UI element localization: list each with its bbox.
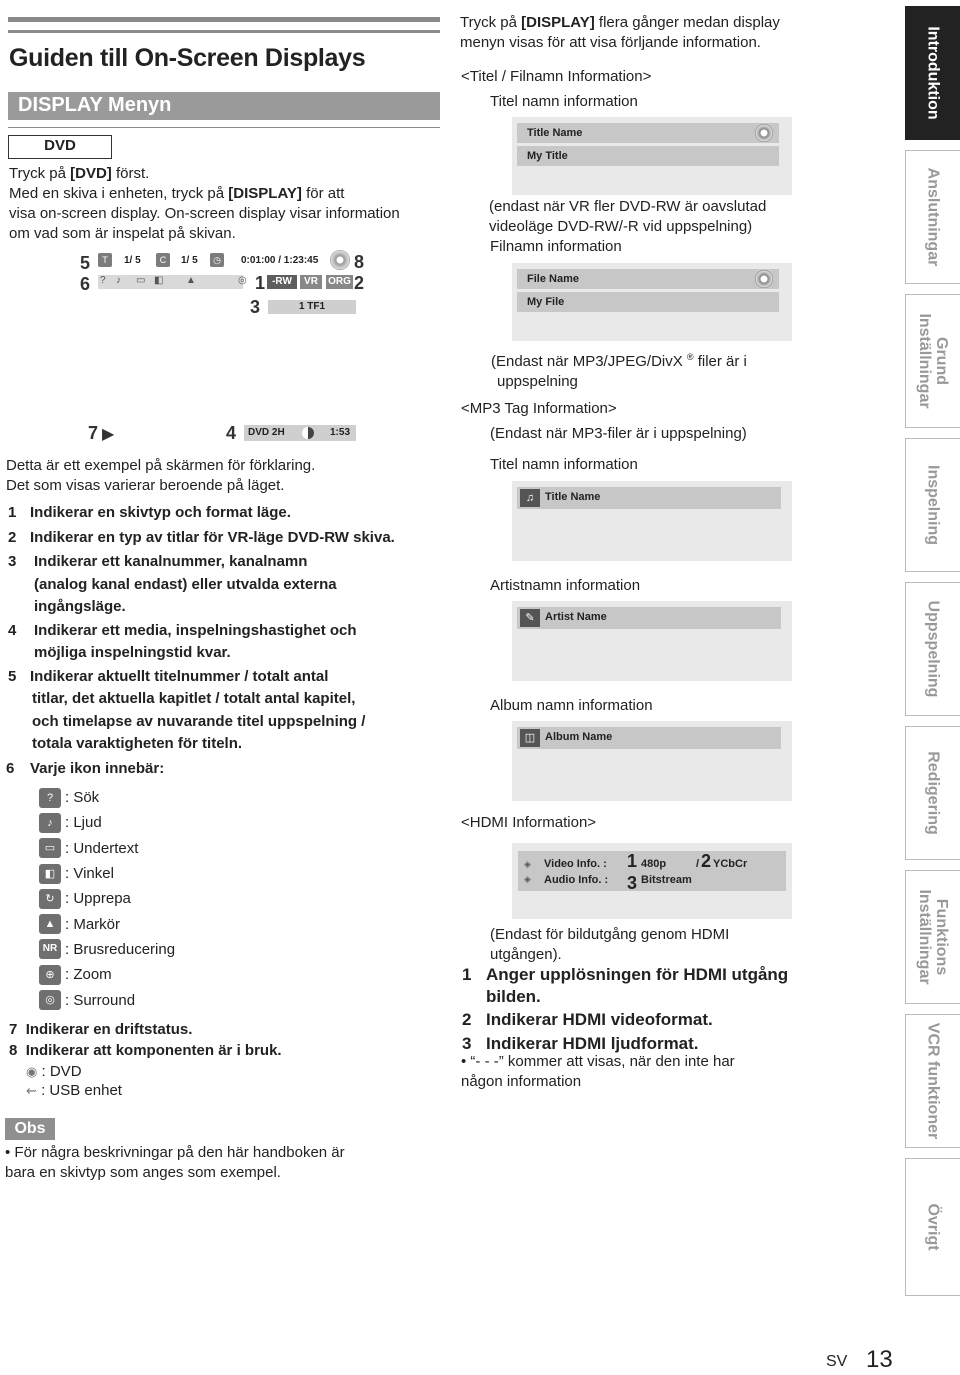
example-note-line-0: Detta är ett exempel på skärmen för förklaring. <box>6 457 316 474</box>
osd-media-bar <box>244 425 356 441</box>
osd-surround-icon: ◎ <box>238 275 247 286</box>
album-row: Album Name <box>517 727 781 749</box>
hdmi-note <box>490 925 870 965</box>
dash-note <box>461 1052 861 1092</box>
list-item-1: 1 Indikerar en skivtyp och format läge. <box>8 504 291 521</box>
my-title-row: My Title <box>517 146 779 166</box>
legend-zoom: ⊕ : Zoom <box>39 962 339 987</box>
tab-inspelning-label: Inspelning <box>924 465 942 545</box>
legend-subtitle: ▭ : Undertext <box>39 836 339 861</box>
numbered-list <box>6 502 436 780</box>
osd-label-2: 2 <box>354 273 365 293</box>
display-intro-line-1: menyn visas för att visa förljande information. <box>460 34 761 51</box>
play-icon: ▶ <box>102 426 115 443</box>
osd-label-1: 1 <box>255 273 266 293</box>
album-info-label: Album namn information <box>490 697 653 714</box>
obs-label: Obs <box>5 1118 55 1140</box>
osd-subtitle-icon: ▭ <box>136 275 146 286</box>
page-number: 13 <box>866 1346 893 1373</box>
tag-title-row: Title Name <box>517 487 781 509</box>
hdmi-panel <box>512 843 792 919</box>
my-file-row: My File <box>517 292 779 312</box>
tab-redigering[interactable] <box>905 726 960 860</box>
artist-info-label: Artistnamn information <box>490 577 641 594</box>
tab-introduktion[interactable] <box>905 6 960 140</box>
osd-remaining: 1:53 <box>329 427 350 438</box>
tag-title-panel <box>512 481 792 561</box>
obs-note <box>5 1143 435 1183</box>
tab-vcr-funktioner-label: VCR funktioner <box>924 1022 942 1140</box>
hdmi-heading: <HDMI Information> <box>461 814 597 831</box>
file-name-info-label: Filnamn information <box>490 238 622 255</box>
osd-label-5: 5 <box>80 253 91 273</box>
disc-icon <box>755 124 773 142</box>
vr-note <box>489 197 889 237</box>
example-note <box>6 456 436 496</box>
top-rule-thin <box>8 30 440 33</box>
album-icon: ◫ <box>520 729 540 747</box>
video-format: YCbCr <box>713 858 748 870</box>
osd-title-count: 1/ 5 <box>124 255 141 266</box>
legend-usb: ⇜ : USB enhet <box>26 1082 122 1099</box>
example-note-line-1: Det som visas varierar beroende på läget. <box>6 477 285 494</box>
osd-illustration <box>78 247 373 452</box>
legend-angle: ◧ : Vinkel <box>39 861 339 886</box>
legend-search: ? : Sök <box>39 785 339 810</box>
video-info-label: Video Info. : <box>544 858 607 870</box>
intro-line-2: visa on-screen display. On-screen display visar information <box>9 205 400 222</box>
noise-reduction-icon: NR <box>39 939 61 959</box>
tab-uppspelning[interactable] <box>905 582 960 716</box>
osd-angle-icon: ◧ <box>154 275 164 286</box>
title-name-panel <box>512 117 792 195</box>
audio-icon: ♪ <box>39 813 61 833</box>
hdmi-bullet-icons: ◈ ◈ <box>524 859 531 884</box>
component-legend <box>26 1062 122 1100</box>
hdmi-item-2: 2 Indikerar HDMI videoformat. <box>462 1010 713 1029</box>
tag-title-info-label: Titel namn information <box>490 456 638 473</box>
tab-uppspelning-label: Uppspelning <box>924 600 942 698</box>
osd-channel: 1 TF1 <box>268 300 356 314</box>
tab-redigering-label: Redigering <box>924 751 942 835</box>
tab-grund-installningar-label: Grund Inställningar <box>916 313 950 409</box>
hdmi-note-line-1: utgången). <box>490 946 562 963</box>
list-item-7: 7 Indikerar en driftstatus. <box>9 1021 193 1038</box>
tab-vcr-funktioner[interactable] <box>905 1014 960 1148</box>
legend-marker: ▲ : Markör <box>39 911 339 936</box>
disc-icon: ◉ <box>26 1064 38 1079</box>
tab-ovrigt-label: Övrigt <box>924 1203 942 1251</box>
clock-icon: ◷ <box>210 253 224 267</box>
usb-icon: ⇜ <box>26 1083 37 1098</box>
subtitle-icon: ▭ <box>39 838 61 858</box>
obs-line-0: • För några beskrivningar på den här handboken är <box>5 1144 345 1161</box>
section-header: DISPLAY Menyn <box>8 92 440 120</box>
intro-line-3: om vad som är inspelat på skivan. <box>9 225 236 242</box>
hdmi-label-3: 3 <box>627 873 638 893</box>
osd-chapter-count: 1/ 5 <box>181 255 198 266</box>
hdmi-note-line-0: (Endast för bildutgång genom HDMI <box>490 926 730 943</box>
file-name-panel <box>512 263 792 341</box>
legend-dvd: ◉ : DVD <box>26 1063 82 1080</box>
display-intro <box>460 13 890 53</box>
tab-ovrigt[interactable] <box>905 1158 960 1296</box>
list-item-8: 8 Indikerar att komponenten är i bruk. <box>9 1042 282 1059</box>
mp3-heading: <MP3 Tag Information> <box>461 400 617 417</box>
osd-label-8: 8 <box>354 252 365 272</box>
display-intro-line-0: Tryck på [DISPLAY] flera gånger medan display <box>460 14 780 31</box>
file-name-row: File Name <box>517 269 779 289</box>
mp3-note <box>491 347 871 392</box>
list-item-2: 2 Indikerar en typ av titlar för VR-läge DVD-RW skiva. <box>8 528 395 546</box>
mp3-only-note: (Endast när MP3-filer är i uppspelning) <box>490 425 747 442</box>
legend-noise-reduction: NR : Brusreducering <box>39 937 339 962</box>
dash-note-line-0: • “- - -” kommer att visas, när den inte har <box>461 1053 735 1070</box>
title-name-info-label: Titel namn information <box>490 93 638 110</box>
hdmi-list <box>461 964 861 1055</box>
legend-audio: ♪ : Ljud <box>39 810 339 835</box>
hdmi-label-1: 1 <box>627 851 638 871</box>
microphone-icon: ✎ <box>520 609 540 627</box>
video-slash: / <box>696 858 700 870</box>
footer-language: SV <box>826 1353 848 1370</box>
hdmi-item-3: 3 Indikerar HDMI ljudformat. <box>462 1034 699 1053</box>
list-item-3: 3 Indikerar ett kanalnummer, kanalnamn (analog kanal endast) eller utvalda externa ingångsläge. <box>8 553 337 615</box>
music-note-icon: ♫ <box>520 489 540 507</box>
osd-vr-badge: VR <box>300 275 322 289</box>
osd-label-7: 7 <box>88 423 99 443</box>
hdmi-item-1: 1 Anger upplösningen för HDMI utgång bilden. <box>462 965 789 1006</box>
osd-audio-icon: ♪ <box>116 275 121 286</box>
dvd-intro <box>9 164 439 244</box>
title-name-row: Title Name <box>517 123 779 143</box>
vr-note-line-0: (endast när VR fler DVD-RW är oavslutad <box>489 198 767 215</box>
repeat-icon: ↻ <box>39 889 61 909</box>
list-item-5: 5 Indikerar aktuellt titelnummer / totalt antal titlar, det aktuella kapitlet / totalt antal kapitel, och timelapse av nuvarande titel uppspelning / totala varaktigheten för titeln. <box>8 667 366 752</box>
osd-search-icon: ? <box>100 275 106 286</box>
section-divider <box>8 127 440 128</box>
icon-legend <box>39 785 339 1013</box>
surround-icon: ◎ <box>39 990 61 1010</box>
page-title: Guiden till On-Screen Displays <box>9 44 366 72</box>
hdmi-label-2: 2 <box>701 851 712 871</box>
osd-label-3: 3 <box>250 297 261 317</box>
zoom-icon: ⊕ <box>39 965 61 985</box>
tab-anslutningar[interactable] <box>905 150 960 284</box>
artist-panel <box>512 601 792 681</box>
dash-note-line-1: någon information <box>461 1073 582 1090</box>
chapter-icon: C <box>156 253 170 267</box>
album-panel <box>512 721 792 801</box>
vr-note-line-1: videoläge DVD-RW/-R vid uppspelning) <box>489 218 753 235</box>
intro-line-0: Tryck på [DVD] först. <box>9 165 150 182</box>
list-item-4: 4 Indikerar ett media, inspelningshastighet och möjliga inspelningstid kvar. <box>8 621 357 661</box>
search-icon: ? <box>39 788 61 808</box>
angle-icon: ◧ <box>39 864 61 884</box>
audio-info-label: Audio Info. : <box>544 874 609 886</box>
disc-icon <box>755 270 773 288</box>
tab-grund-installningar[interactable] <box>905 294 960 428</box>
osd-time: 0:01:00 / 1:23:45 <box>241 255 319 266</box>
legend-surround: ◎ : Surround <box>39 987 339 1012</box>
legend-repeat: ↻ : Upprepa <box>39 886 339 911</box>
items-7-8 <box>9 1019 282 1061</box>
osd-media: DVD 2H <box>248 427 285 438</box>
tab-inspelning[interactable] <box>905 438 960 572</box>
dvd-label-box: DVD <box>8 135 112 159</box>
title-file-heading: <Titel / Filnamn Information> <box>461 68 652 85</box>
mp3-note-line-0: (Endast när MP3/JPEG/DivX ® filer är i <box>491 352 747 370</box>
tab-introduktion-label: Introduktion <box>924 26 942 120</box>
top-rule <box>8 17 440 22</box>
osd-marker-icon: ▲ <box>186 275 196 286</box>
osd-org-badge: ORG <box>326 275 353 289</box>
audio-format: Bitstream <box>641 874 692 886</box>
osd-rw-badge: -RW <box>267 275 297 289</box>
osd-label-4: 4 <box>226 423 237 443</box>
artist-row: Artist Name <box>517 607 781 629</box>
tab-funktions-installningar[interactable] <box>905 870 960 1004</box>
tab-funktions-installningar-label: Funktions Inställningar <box>916 889 950 985</box>
list-item-6: 6 Varje ikon innebär: <box>6 759 165 777</box>
osd-label-6: 6 <box>80 274 91 294</box>
remaining-pie-icon <box>302 427 314 439</box>
video-resolution: 480p <box>641 858 667 870</box>
tab-anslutningar-label: Anslutningar <box>924 167 942 267</box>
title-icon: T <box>98 253 112 267</box>
obs-line-1: bara en skivtyp som anges som exempel. <box>5 1164 281 1181</box>
disc-icon <box>330 250 350 270</box>
mp3-note-line-1: uppspelning <box>497 373 578 390</box>
intro-line-1: Med en skiva i enheten, tryck på [DISPLAY] för att <box>9 185 345 202</box>
marker-icon: ▲ <box>39 914 61 934</box>
